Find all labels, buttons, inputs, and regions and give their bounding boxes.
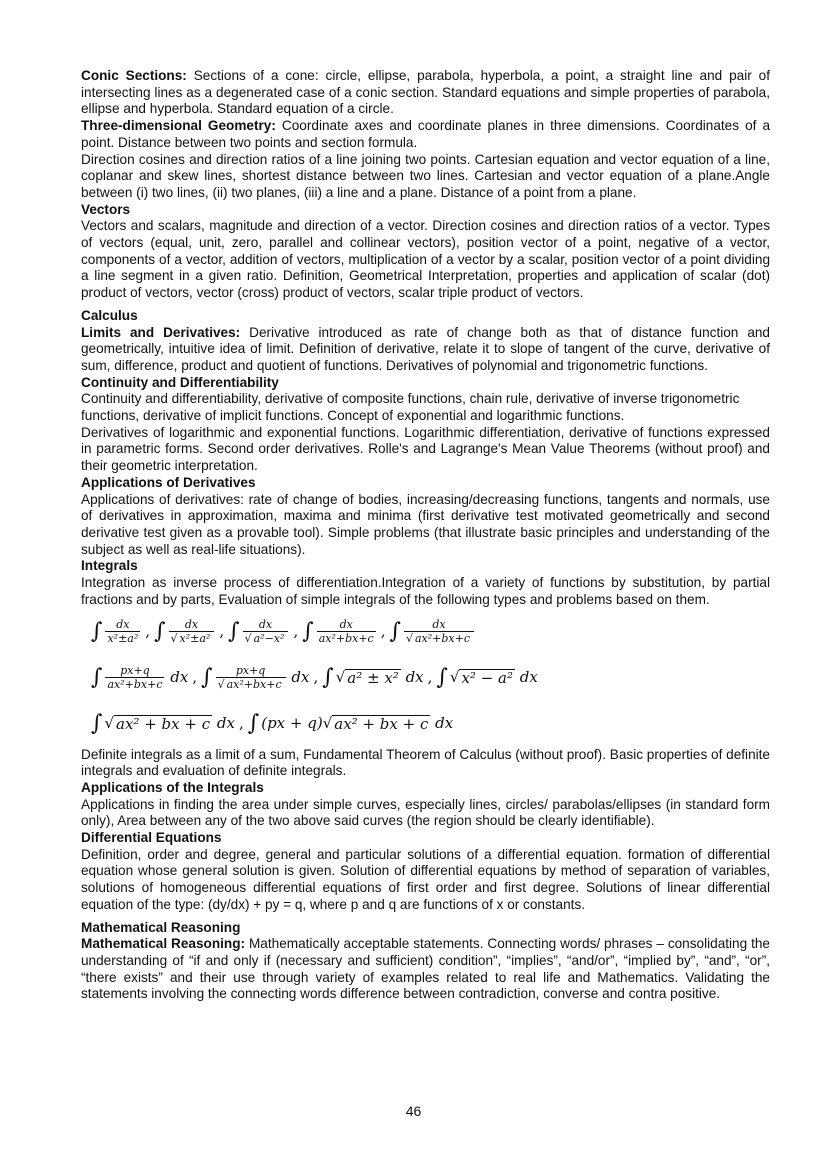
document-page	[81, 68, 770, 1003]
three-d-geometry-heading: Three-dimensional Geometry:	[81, 118, 276, 134]
three-d-geometry-text: Coordinate axes and coordinate planes in three dimensions. Coordinates of a point. Distance between two points and section formula.	[81, 118, 771, 150]
limits-derivatives-heading: Limits and Derivatives:	[81, 324, 241, 340]
conic-sections-text: Sections of a cone: circle, ellipse, parabola, hyperbola, a point, a straight line and pair of intersecting lines as a degenerated case of a conic section. Standard equations and simple properties of parabola, ellipse and hyperbola. Standard equation of a circle.	[81, 68, 770, 117]
formula-row-2: ∫ $\frac{px+q}{\text{ax²+bx+c}}$ dx , ∫ $\frac{px+q}{\text{√ ax²+bx+c}}$ dx , ∫ √ a² ± x² dx , ∫ √ x² − a² dx	[91, 663, 538, 691]
continuity-text-2: Derivatives of logarithmic and exponential functions. Logarithmic differentiation, derivative of functions expressed in parametric forms. Second order derivatives. Rolle's and Lagrange's Mean Value Theorems (without proof) and their geometric interpretation.	[81, 424, 770, 474]
mathematical-reasoning-paragraph	[81, 936, 770, 1003]
applications-integrals-heading: Applications of the Integrals	[81, 779, 264, 795]
conic-sections-heading: Conic Sections:	[81, 68, 187, 83]
limits-derivatives-paragraph	[81, 325, 770, 375]
page-number: 46	[405, 1103, 422, 1119]
applications-integrals-text: Applications in finding the area under simple curves, especially lines, circles/ parabolas/ellipses (in standard form only), Area between any of the two above said curves (the region should be clearly identifiable).	[81, 796, 770, 829]
mathematical-reasoning-subheading: Mathematical Reasoning:	[81, 936, 246, 952]
differential-equations-text: Definition, order and degree, general and particular solutions of a differential equation. formation of differential equation whose general solution is given. Solution of differential equations by method of separation of variables, solutions of homogeneous differential equations of first order and first degree. Solutions of linear differential equation of the type: (dy/dx) + py = q, where p and q are functions of x or constants.	[81, 846, 770, 912]
conic-sections-paragraph	[81, 68, 770, 118]
applications-derivatives-heading: Applications of Derivatives	[81, 474, 256, 490]
continuity-heading: Continuity and Differentiability	[81, 374, 279, 390]
continuity-text: Continuity and differentiability, derivative of composite functions, chain rule, derivative of inverse trigonometric functions, derivative of implicit functions. Concept of exponential and logarithmic functions.	[81, 391, 740, 424]
three-d-geometry-paragraph-2: Direction cosines and direction ratios of a line joining two points. Cartesian equation and vector equation of a line, coplanar and skew lines, shortest distance between two lines. Cartesian and vector equation of a plane.Angle between (i) two lines, (ii) two planes, (iii) a line and a plane. Distance of a point from a plane.	[81, 151, 770, 200]
mathematical-reasoning-heading: Mathematical Reasoning	[81, 919, 241, 935]
limits-derivatives-text: Derivative introduced as rate of change both as that of distance function and geometrically, intuitive idea of limit. Definition of derivative, relate it to slope of tangent of the curve, derivative of sum, difference, product and quotient of functions. Derivatives of polynomial and trigonometric functions.	[81, 324, 770, 373]
calculus-heading: Calculus	[81, 307, 138, 323]
vectors-heading: Vectors	[81, 201, 131, 217]
definite-integrals-text: Definite integrals as a limit of a sum, Fundamental Theorem of Calculus (without proof). Basic properties of definite integrals and evaluation of definite integrals.	[81, 746, 770, 779]
integrals-text: Integration as inverse process of differentiation.Integration of a variety of functions by substitution, by partial fractions and by parts, Evaluation of simple integrals of the following types and problems based on them.	[81, 575, 770, 607]
mathematical-reasoning-text: Mathematically acceptable statements. Connecting words/ phrases – consolidating the understanding of “if and only if (necessary and sufficient) condition”, “implies”, “and/or”, “implied by”, “and”, “or”, “there exists” and their use through variety of examples related to real life and Mathematics. Validating the statements involving the connecting words difference between contradiction, converse and contra positive.	[81, 936, 770, 1002]
vectors-text: Vectors and scalars, magnitude and direction of a vector. Direction cosines and direction ratios of a vector. Types of vectors (equal, unit, zero, parallel and collinear vectors), position vector of a point, negative of a vector, components of a vector, addition of vectors, multiplication of a vector by a scalar, position vector of a point dividing a line segment in a given ratio. Definition, Geometrical Interpretation, properties and application of scalar (dot) product of vectors, vector (cross) product of vectors, scalar triple product of vectors.	[81, 218, 770, 301]
integral-formulas	[81, 609, 770, 747]
integrals-heading: Integrals	[81, 558, 138, 574]
formula-row-1: ∫ $\frac{dx}{\text{x²±a²}}$ , ∫ $\frac{dx}{\text{√ x²±a²}}$ , ∫ $\frac{dx}{\text{√ a²−x²}}$ , ∫ $\frac{dx}{\text{ax²+bx+c}}$ , ∫ $\frac{dx}{\text{√ ax²+bx+c}}$	[91, 609, 770, 655]
formula-row-3: ∫ √ ax² + bx + c dx , ∫ (px + q) √ ax² + bx + c dx	[91, 710, 454, 736]
applications-derivatives-text: Applications of derivatives: rate of change of bodies, increasing/decreasing functions, tangents and normals, use of derivatives in approximation, maxima and minima (first derivative test motivated geometrically and second derivative test given as a provable tool). Simple problems (that illustrate basic principles and understanding of the subject as well as real-life situations).	[81, 491, 770, 557]
three-d-geometry-paragraph	[81, 118, 770, 151]
differential-equations-heading: Differential Equations	[81, 830, 222, 846]
